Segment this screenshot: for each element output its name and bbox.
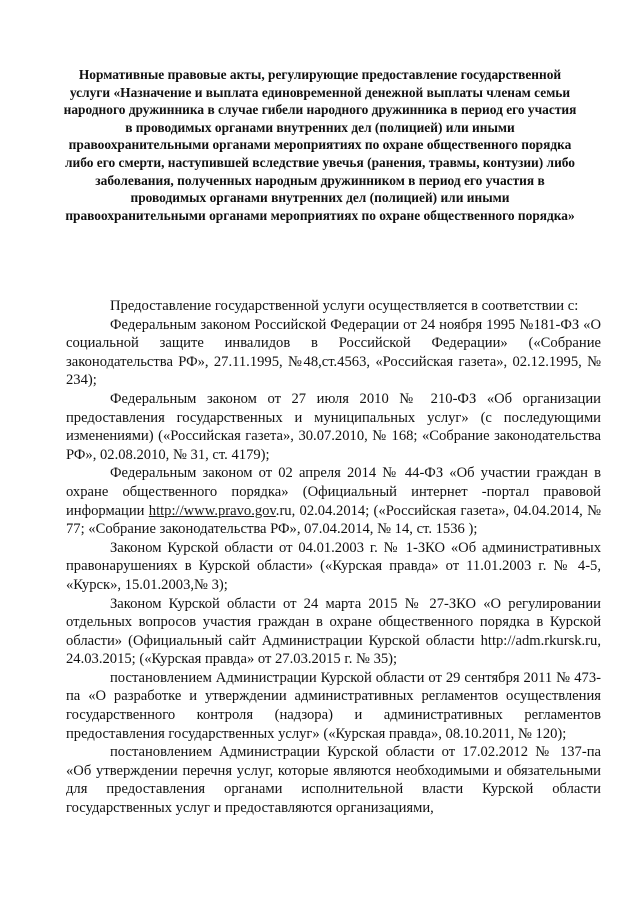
act-paragraph: Законом Курской области от 24 марта 2015 № 27-ЗКО «О регулировании отдельных вопросов участия граждан в охране общественного порядка в Курской области» (Официальный сайт Администрации Курской области http://adm.rkursk.ru, 24.03.2015; («Курская правда» от 27.03.2015 г. № 35); — [66, 595, 601, 668]
act-paragraph: Законом Курской области от 04.01.2003 г. № 1-ЗКО «Об административных правонарушениях в Курской области» («Курская правда» от 11.01.2003 г. № 4-5, «Курск», 15.01.2003,№ 3); — [66, 539, 601, 593]
intro-paragraph: Предоставление государственной услуги осуществляется в соответствии с: — [110, 298, 579, 314]
act-paragraph: постановлением Администрации Курской области от 29 сентября 2011 № 473-па «О разработке и утверждении административных регламентов осуществления государственного контроля (надзора) и административных регламентов предоставления государственных услуг» («Курская правда», 08.10.2011, № 120); — [66, 669, 601, 742]
act-paragraph: Федеральным законом от 27 июля 2010 № 210-ФЗ «Об организации предоставления государственных и муниципальных услуг» (с последующими изменениями) («Российская газета», 30.07.2010, № 168; «Собрание законодательства РФ», 02.08.2010, № 31, ст. 4179); — [66, 390, 601, 463]
act-paragraph — [66, 464, 601, 538]
act-paragraph: постановлением Администрации Курской области от 17.02.2012 № 137-па «Об утверждении перечня услуг, которые являются необходимыми и обязательными для предоставления органами исполнительной власти Курской области государственных услуг и предоставляются организациями, — [66, 744, 601, 817]
document-body — [66, 297, 601, 818]
document-title: Нормативные правовые акты, регулирующие предоставление государственной услуги «Назначение и выплата единовременной денежной выплаты членам семьи народного дружинника в случае гибели народного дружинника в период его участия в проводимых органами внутренних дел (полицией) или иными правоохранительными органами мероприятиях по охране общественного порядка либо его смерти, наступившей вследствие увечья (ранения, травмы, контузии) либо заболевания, полученных народным дружинником в период его участия в проводимых органами внутренних дел (полицией) или иными правоохранительными органами мероприятиях по охране общественного порядка» — [63, 67, 577, 223]
act-text: .ru, 02.04.2014; («Российская газета», 04.04.2014, № 77; «Собрание законодательства РФ», 07.04.2014, № 14, ст. 1536 ); — [66, 502, 601, 538]
act-paragraph: Федеральным законом Российской Федерации от 24 ноября 1995 №181-ФЗ «О социальной защите инвалидов в Российской Федерации» («Собрание законодательства РФ», 27.11.1995, №48,ст.4563, «Российская газета», 02.12.1995, № 234); — [66, 316, 601, 389]
act-text: Федеральным законом от 02 апреля 2014 № 44-ФЗ «Об участии граждан в охране общественного порядка» (Официальный интернет -портал правовой информации — [66, 465, 601, 519]
pravo-gov-link[interactable]: http://www.pravo.gov — [148, 502, 276, 519]
